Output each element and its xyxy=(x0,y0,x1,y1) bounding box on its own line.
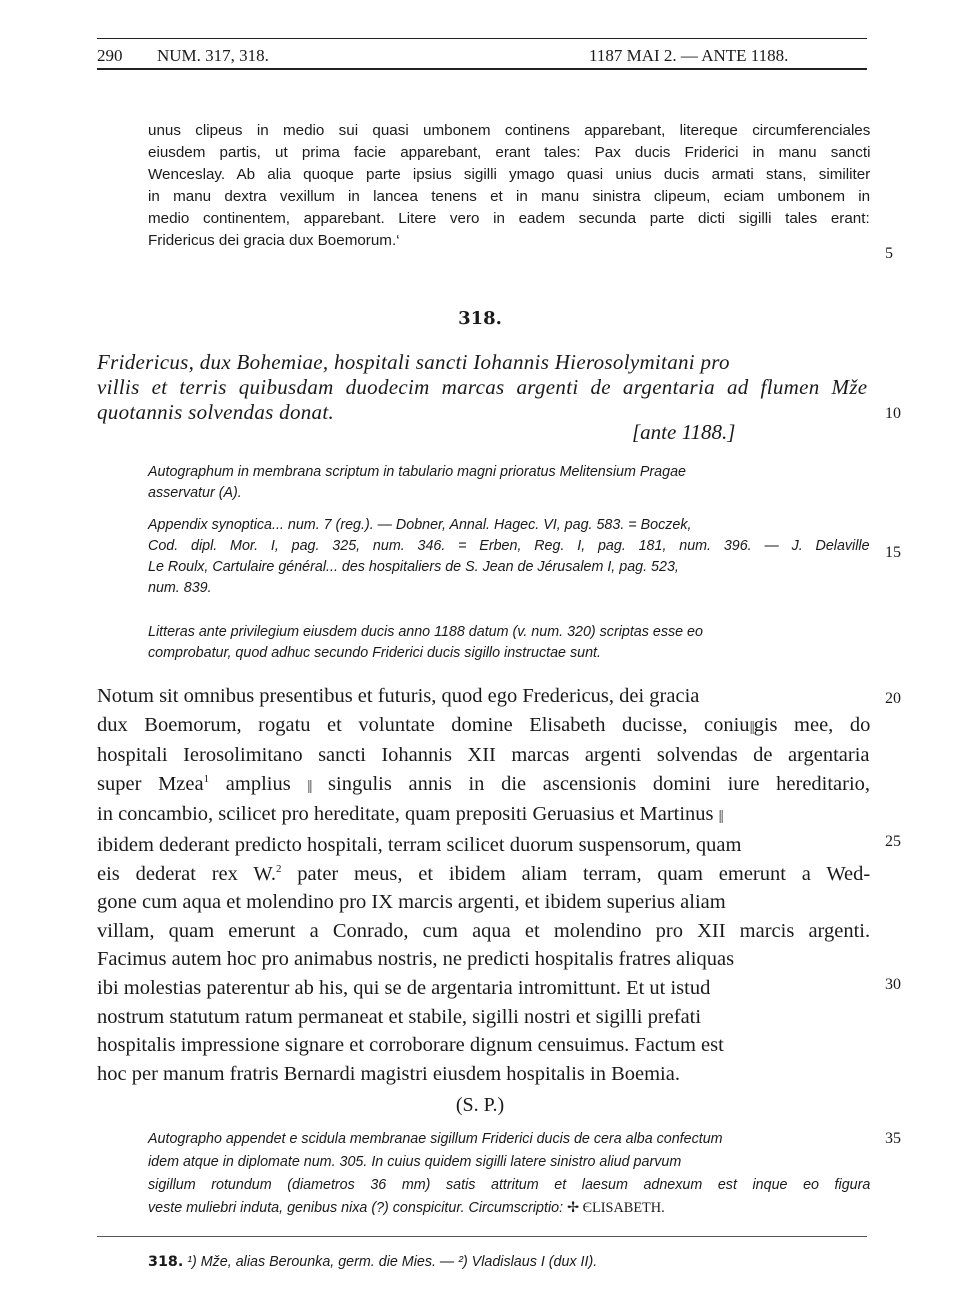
charter-text-part: super Mzea xyxy=(97,772,204,795)
note-autograph xyxy=(148,462,870,504)
charter-line xyxy=(97,800,870,831)
note-line: Autographo appendet e scidula membranae sigillum Friderici ducis de cera alba confectum xyxy=(148,1131,723,1147)
footnote-rule xyxy=(97,1236,867,1237)
footnote-ref: 1 xyxy=(203,772,210,785)
footnote-ref: 2 xyxy=(275,862,282,875)
charter-line: hospitali Ierosolimitano sancti Iohannis XII marcas argenti solvendas de argentaria xyxy=(97,744,870,767)
header-rule-bottom xyxy=(97,68,867,70)
line-number: 10 xyxy=(885,405,901,422)
line-number: 35 xyxy=(885,1130,901,1147)
regest-line: villis et terris quibusdam duodecim marcas argenti de argentaria ad flumen Mže xyxy=(97,375,868,399)
note-line: Autographum in membrana scriptum in tabulario magni prioratus Melitensium Pragae xyxy=(148,464,686,480)
note-line: Litteras ante privilegium eiusdem ducis anno 1188 datum (v. num. 320) scriptas esse eo xyxy=(148,624,703,640)
footnote-text: ¹) Mže, alias Berounka, germ. die Mies. — ²) Vladislaus I (dux II). xyxy=(183,1254,598,1270)
charter-text-part: singulis annis in die ascensionis domini iure hereditario, xyxy=(311,772,871,795)
footnotes xyxy=(148,1254,597,1270)
intro-line: medio continentem, apparebant. Litere vero in eadem secunda parte dicti sigilli tales erant: xyxy=(148,210,870,227)
note-dating xyxy=(148,622,870,664)
line-break-mark: || xyxy=(749,718,754,735)
charter-text-part: amplius xyxy=(209,772,308,795)
charter-text xyxy=(97,682,870,1088)
intro-paragraph xyxy=(148,120,870,252)
note-line: Cod. dipl. Mor. I, pag. 325, num. 346. = Erben, Reg. I, pag. 181, num. 396. — J. Delaville xyxy=(148,538,870,554)
regest-line: Fridericus, dux Bohemiae, hospitali sancti Iohannis Hierosolymitani pro xyxy=(97,350,730,374)
charter-line: gone cum aqua et molendino pro IX marcis argenti, et ibidem superius aliam xyxy=(97,891,726,914)
regest-line: quotannis solvendas donat. xyxy=(97,400,335,424)
footnote-doc-number: 318. xyxy=(148,1254,184,1270)
charter-line: villam, quam emerunt a Conrado, cum aqua et molendino pro XII marcis argenti. xyxy=(97,919,871,942)
charter-line: hoc per manum fratris Bernardi magistri eiusdem hospitalis in Boemia. xyxy=(97,1062,680,1085)
intro-line: Wenceslay. Ab alia quoque parte ipsius sigilli ymago quasi unius ducis armati stans, similiter xyxy=(148,166,871,183)
document-number: 318. xyxy=(458,308,502,329)
line-number: 5 xyxy=(885,245,893,262)
note-line: sigillum rotundum (diametros 36 mm) satis attritum et laesum adnexum est inque eo figura xyxy=(148,1177,871,1193)
line-number: 25 xyxy=(885,833,901,850)
charter-line: ibi molestias paterentur ab his, qui se de argentaria intromittunt. Et ut istud xyxy=(97,976,711,999)
seal-mark: (S. P.) xyxy=(455,1094,505,1116)
line-number: 20 xyxy=(885,690,901,707)
page-number: 290 xyxy=(97,46,123,65)
running-header xyxy=(97,40,867,66)
regest xyxy=(97,350,867,425)
charter-line: Facimus autem hoc pro animabus nostris, ne predicti hospitalis fratres aliquas xyxy=(97,948,735,971)
note-line: Appendix synoptica... num. 7 (reg.). — Dobner, Annal. Hagec. VI, pag. 583. = Boczek, xyxy=(148,517,692,533)
cross-icon: ✢ xyxy=(567,1200,579,1216)
intro-line: Fridericus dei gracia dux Boemorum.‘ xyxy=(148,232,400,249)
note-line: comprobatur, quod adhuc secundo Friderici ducis sigillo instructae sunt. xyxy=(148,645,601,661)
charter-text-part: pater meus, et ibidem aliam terram, quam emerunt a Wed- xyxy=(281,862,871,885)
note-line: Le Roulx, Cartulaire général... des hospitaliers de S. Jean de Jérusalem I, pag. 523, xyxy=(148,559,679,575)
header-date-range: 1187 MAI 2. — ANTE 1188. xyxy=(589,46,789,65)
charter-line xyxy=(97,770,870,801)
charter-line: nostrum statutum ratum permaneat et stabile, sigilli nostri et sigilli prefati xyxy=(97,1005,702,1028)
intro-line: in manu dextra vexillum in lancea tenens et in manu sinistra clipeum, eciam umbonem in xyxy=(148,188,871,205)
header-rule-top xyxy=(97,38,867,39)
intro-line: eiusdem partis, ut prima facie apparebant, erant tales: Pax ducis Friderici in manu sancti xyxy=(148,144,871,161)
regest-date: [ante 1188.] xyxy=(632,420,736,444)
charter-text-part: in concambio, scilicet pro hereditate, quam prepositi Geruasius et Martinus xyxy=(97,803,719,826)
seal-legend: ЄLISABETH. xyxy=(579,1200,665,1216)
charter-text-part: eis dederat rex W. xyxy=(97,862,276,885)
note-line xyxy=(148,1197,870,1220)
note-editions xyxy=(148,515,870,599)
header-doc-numbers: NUM. 317, 318. xyxy=(157,46,269,65)
charter-line: ibidem dederant predicto hospitali, terram scilicet duorum suspensorum, quam xyxy=(97,833,742,856)
note-line: num. 839. xyxy=(148,580,212,596)
charter-text-part: gis mee, do xyxy=(753,713,871,736)
line-break-mark: || xyxy=(718,808,723,825)
note-line: asservatur (A). xyxy=(148,485,242,501)
note-line: idem atque in diplomate num. 305. In cuius quidem sigilli latere sinistro aliud parvum xyxy=(148,1154,682,1170)
charter-line xyxy=(97,711,870,742)
charter-line: hospitalis impressione signare et corroborare dignum censuimus. Factum est xyxy=(97,1034,724,1057)
intro-line: unus clipeus in medio sui quasi umbonem continens apparebant, litereque circumferenciales xyxy=(148,122,871,139)
note-text-part: veste muliebri induta, genibus nixa (?) conspicitur. Circumscriptio: xyxy=(148,1200,568,1216)
line-number: 15 xyxy=(885,544,901,561)
charter-text-part: dux Boemorum, rogatu et voluntate domine Elisabeth ducisse, coniu xyxy=(97,713,750,736)
note-seal xyxy=(148,1128,870,1220)
charter-line: Notum sit omnibus presentibus et futuris, quod ego Fredericus, dei gracia xyxy=(97,685,700,707)
charter-line xyxy=(97,860,870,889)
line-break-mark: || xyxy=(307,777,312,794)
line-number: 30 xyxy=(885,976,901,993)
